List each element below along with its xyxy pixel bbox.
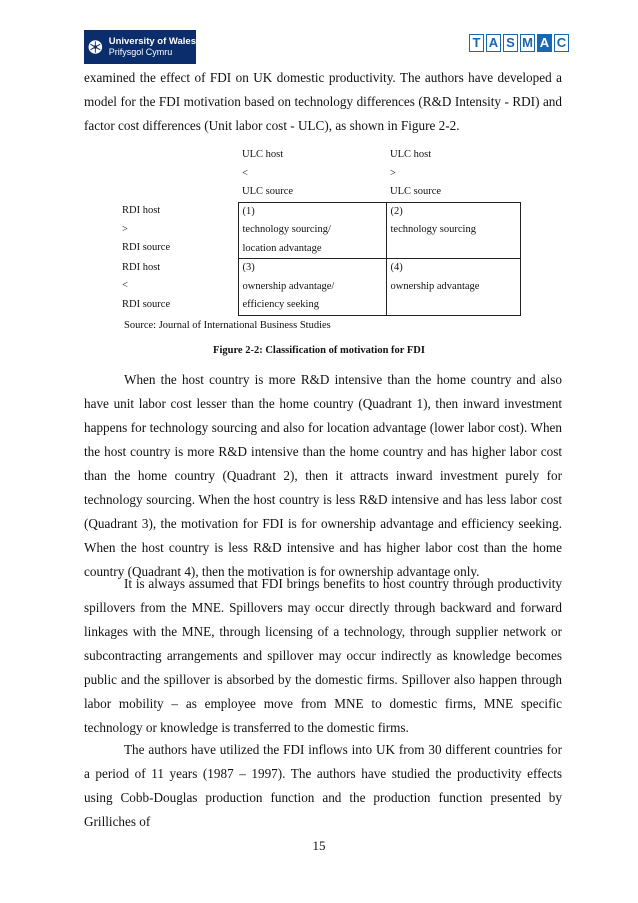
spillovers-paragraph-block bbox=[84, 572, 562, 740]
tasmac-logo bbox=[469, 34, 569, 52]
page-number: 15 bbox=[312, 838, 326, 853]
tasmac-letter: T bbox=[469, 34, 484, 52]
tasmac-letter: A bbox=[486, 34, 501, 52]
col-header-ulc-greater: ULC host > ULC source bbox=[390, 149, 442, 197]
figure-caption: Figure 2-2: Classification of motivation for FDI bbox=[213, 345, 425, 356]
figure-source: Source: Journal of International Business Studies bbox=[124, 320, 331, 331]
methods-paragraph: The authors have utilized the FDI inflows into UK from 30 different countries for a period of 11 years (1987 – 1997). The authors have studied the productivity effects using Cobb-Douglas production function and the production function presented by Grilliches of bbox=[84, 742, 562, 829]
table-row bbox=[118, 259, 520, 316]
table-row bbox=[118, 202, 520, 259]
intro-paragraph: examined the effect of FDI on UK domestic productivity. The authors have developed a model for the FDI motivation based on technology differences (R&D Intensity - RDI) and factor cost differences (Unit labor cost - ULC), as shown in Figure 2-2. bbox=[84, 70, 562, 133]
col-header-ulc-less: ULC host < ULC source bbox=[242, 149, 294, 197]
tasmac-letter: S bbox=[503, 34, 518, 52]
intro-paragraph-block bbox=[84, 66, 562, 138]
tasmac-letter: C bbox=[554, 34, 569, 52]
methods-paragraph-block bbox=[84, 738, 562, 834]
university-of-wales-logo bbox=[84, 30, 196, 64]
row-label-rdi-less: RDI host < RDI source bbox=[122, 261, 171, 310]
quadrants-paragraph-block bbox=[84, 368, 562, 584]
page-header bbox=[0, 0, 638, 70]
quadrant-2-cell: (2) technology sourcing bbox=[386, 202, 520, 259]
quadrant-4-cell: (4) ownership advantage bbox=[386, 259, 520, 316]
tasmac-letter: M bbox=[520, 34, 535, 52]
snowflake-emblem-icon bbox=[88, 34, 103, 60]
quadrant-1-cell: (1) technology sourcing/ location advantage bbox=[238, 202, 386, 259]
quadrants-paragraph: When the host country is more R&D intensive than the home country and also have unit labor cost lesser than the home country (Quadrant 1), then inward investment happens for technology sourcing and also for location advantage (lower labor cost). When the host country is more R&D intensive than the home country and has higher labor cost than the home country (Quadrant 2), then it attracts inward investment purely for technology sourcing. When the host country is less R&D intensive and has less labor cost (Quadrant 3), the motivation for FDI is for ownership advantage and efficiency seeking. When the host country is less R&D intensive and has higher labor cost than the home country (Quadrant 4), then the motivation is for ownership advantage only. bbox=[84, 372, 562, 579]
table-header-row bbox=[118, 146, 520, 202]
university-name: University of Wales bbox=[108, 36, 196, 47]
row-label-rdi-greater: RDI host > RDI source bbox=[122, 205, 171, 253]
spillovers-paragraph: It is always assumed that FDI brings benefits to host country through productivity spillovers from the MNE. Spillovers may occur directly through backward and forward linkages with the MNE, through licensing of a technology, through supplier network or subcontracting arrangements and spillover may occur indirectly as knowledge becomes public and the spillover is absorbed by the domestic firms. Spillover also happen through labor mobility – as employee move from MNE to domestic firms, MNE specific technology or knowledge is transferred to the domestic firms. bbox=[84, 576, 562, 735]
tasmac-letter: A bbox=[537, 34, 552, 52]
fdi-motivation-table bbox=[118, 146, 521, 316]
university-name-welsh: Prifysgol Cymru bbox=[108, 47, 173, 57]
quadrant-3-cell: (3) ownership advantage/ efficiency seeking bbox=[238, 259, 386, 316]
